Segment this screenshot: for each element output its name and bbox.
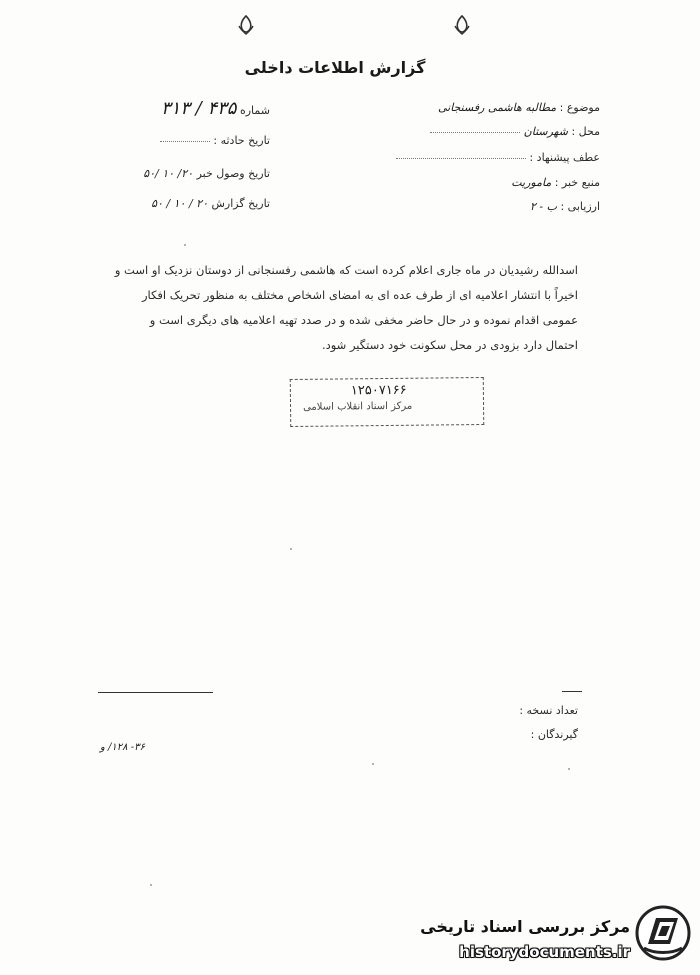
report-date-row xyxy=(100,197,270,210)
history-documents-logo-icon xyxy=(634,904,692,962)
body-line: احتمال دارد بزودی در محل سکونت خود دستگیر شود. xyxy=(321,338,578,352)
report-body xyxy=(110,258,578,358)
number-row xyxy=(100,98,270,119)
location-row xyxy=(430,125,600,138)
archive-stamp xyxy=(290,377,484,427)
emblem-right-icon xyxy=(452,14,472,36)
location-dots xyxy=(430,132,520,133)
speck xyxy=(372,763,374,765)
emblem-left-icon xyxy=(236,14,256,36)
rating-label: ارزیابی : xyxy=(560,200,600,213)
body-line: اخیراً با انتشار اعلامیه ای از طرف عده ای به امضای اشخاص مختلف به منظور تحریک افکار xyxy=(141,288,578,302)
location-value: شهرستان xyxy=(523,125,568,138)
number-value: ۴۳۵ / ۳۱۳ xyxy=(160,98,237,119)
rating-value: ب - ۲ xyxy=(529,200,557,213)
body-line: عمومی اقدام نموده و در حال حاضر مخفی شده و در صدد تهیه اعلامیه های دیگری است و xyxy=(149,313,578,327)
source-row xyxy=(511,176,600,189)
watermark-title: مرکز بررسی اسناد تاریخی xyxy=(420,917,630,936)
right-divider xyxy=(562,691,582,692)
source-value: ماموریت xyxy=(511,176,552,189)
speck xyxy=(184,244,186,246)
speck xyxy=(568,768,570,770)
stamp-number: ۱۲۵۰۷۱۶۶ xyxy=(350,382,407,399)
page-title: گزارش اطلاعات داخلی xyxy=(244,58,426,77)
rating-row xyxy=(530,200,600,213)
subject-value: مطالبه هاشمی رفسنجانی xyxy=(438,101,557,114)
subject-row xyxy=(438,101,600,114)
event-date-row xyxy=(100,134,270,147)
number-label: شماره xyxy=(239,104,270,117)
source-label: منبع خبر : xyxy=(554,176,600,189)
subject-label: موضوع : xyxy=(559,101,600,114)
proposal-row xyxy=(396,151,600,164)
speck xyxy=(290,548,292,550)
event-date-label: تاریخ حادثه : xyxy=(213,134,270,147)
report-date-value: ۲۰ / ۱۰ / ۵۰ xyxy=(151,197,208,210)
copies-label: تعداد نسخه : xyxy=(519,704,578,717)
left-divider xyxy=(98,692,213,693)
watermark-url[interactable]: historydocuments.ir xyxy=(459,943,630,961)
event-date-dots xyxy=(160,141,210,142)
recipients-label: گیرندگان : xyxy=(530,728,578,741)
receipt-date-value: ۲۰/ ۱۰ /۵۰ xyxy=(143,167,194,180)
stamp-text: مرکز اسناد انقلاب اسلامی xyxy=(302,400,413,413)
form-code: ۳۶- ۱۲۸/ و xyxy=(100,742,145,753)
location-label: محل : xyxy=(571,125,600,138)
report-date-label: تاریخ گزارش xyxy=(211,197,270,210)
proposal-dots xyxy=(396,158,526,159)
receipt-date-label: تاریخ وصول خبر xyxy=(196,167,270,180)
body-line: اسدالله رشیدیان در ماه جاری اعلام کرده است که هاشمی رفسنجانی از دوستان نزدیک او است و xyxy=(114,263,578,277)
speck xyxy=(150,884,152,886)
receipt-date-row xyxy=(100,167,270,180)
proposal-label: عطف پیشنهاد : xyxy=(529,151,600,164)
